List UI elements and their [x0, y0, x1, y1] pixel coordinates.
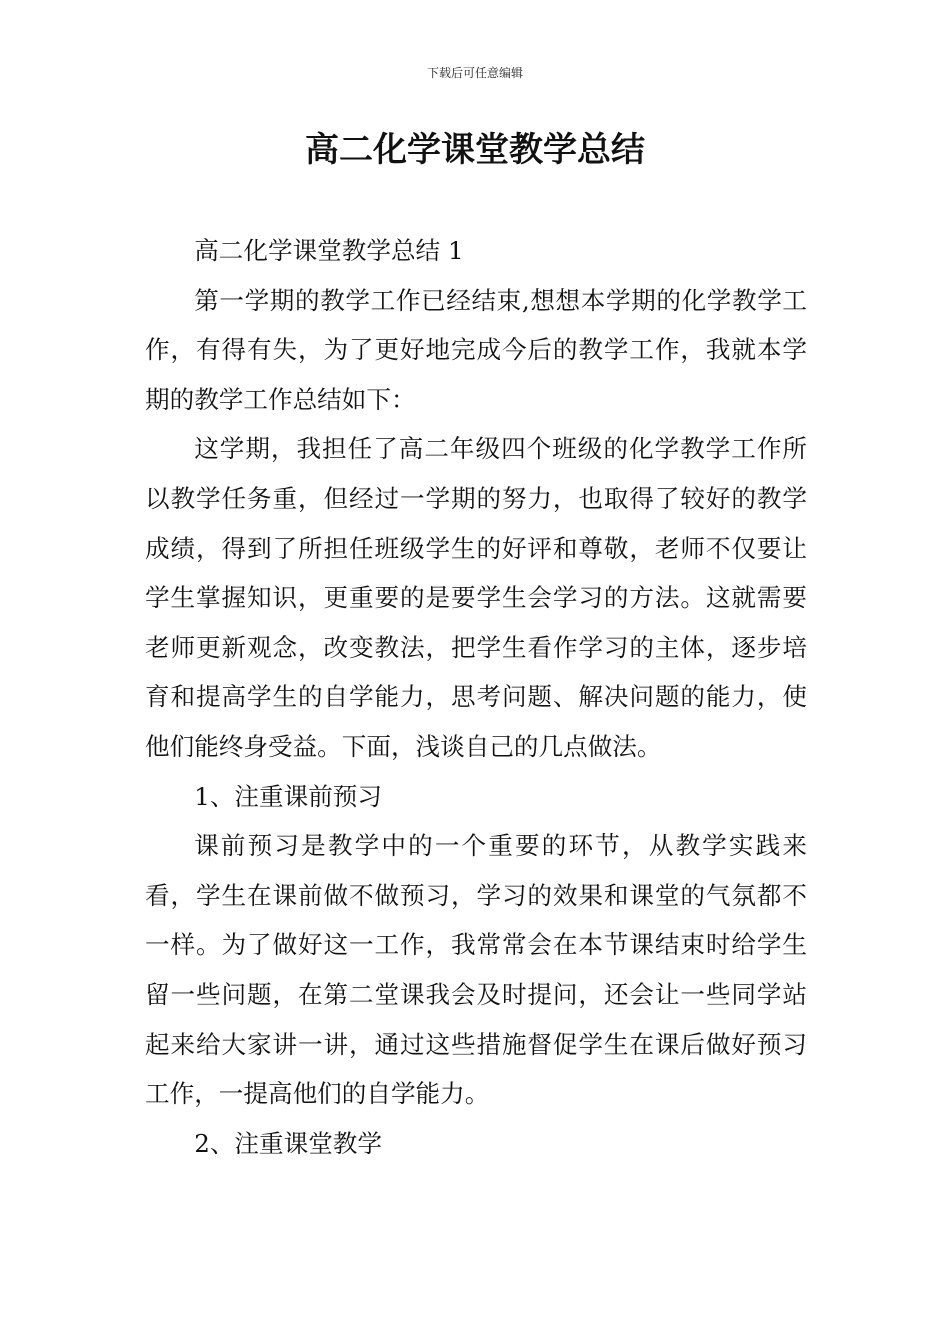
document-title: 高二化学课堂教学总结 [305, 130, 645, 170]
document-body [145, 226, 807, 1168]
body-paragraph: 这学期，我担任了高二年级四个班级的化学教学工作所以教学任务重，但经过一学期的努力，也取得了较好的教学成绩，得到了所担任班级学生的好评和尊敬，老师不仅要让学生掌握知识，更重要的是要学生会学习的方法。这就需要老师更新观念，改变教法，把学生看作学习的主体，逐步培育和提高学生的自学能力，思考问题、解决问题的能力，使他们能终身受益。下面，浅谈自己的几点做法。 [145, 434, 807, 761]
header-note: 下载后可任意编辑 [426, 66, 523, 80]
section-heading-2: 2、注重课堂教学 [194, 1128, 382, 1158]
body-paragraph: 课前预习是教学中的一个重要的环节，从教学实践来看，学生在课前做不做预习，学习的效果和课堂的气氛都不一样。为了做好这一工作，我常常会在本节课结束时给学生留一些问题，在第二堂课我会及时提问，还会让一些同学站起来给大家讲一讲，通过这些措施督促学生在课后做好预习工作，一提高他们的自学能力。 [145, 831, 807, 1109]
subtitle-paragraph: 高二化学课堂教学总结 1 [194, 236, 464, 265]
section-heading-1: 1、注重课前预习 [194, 781, 382, 811]
intro-paragraph: 第一学期的教学工作已经结束,想想本学期的化学教学工作，有得有失，为了更好地完成今后的教学工作，我就本学期的教学工作总结如下： [145, 285, 807, 414]
